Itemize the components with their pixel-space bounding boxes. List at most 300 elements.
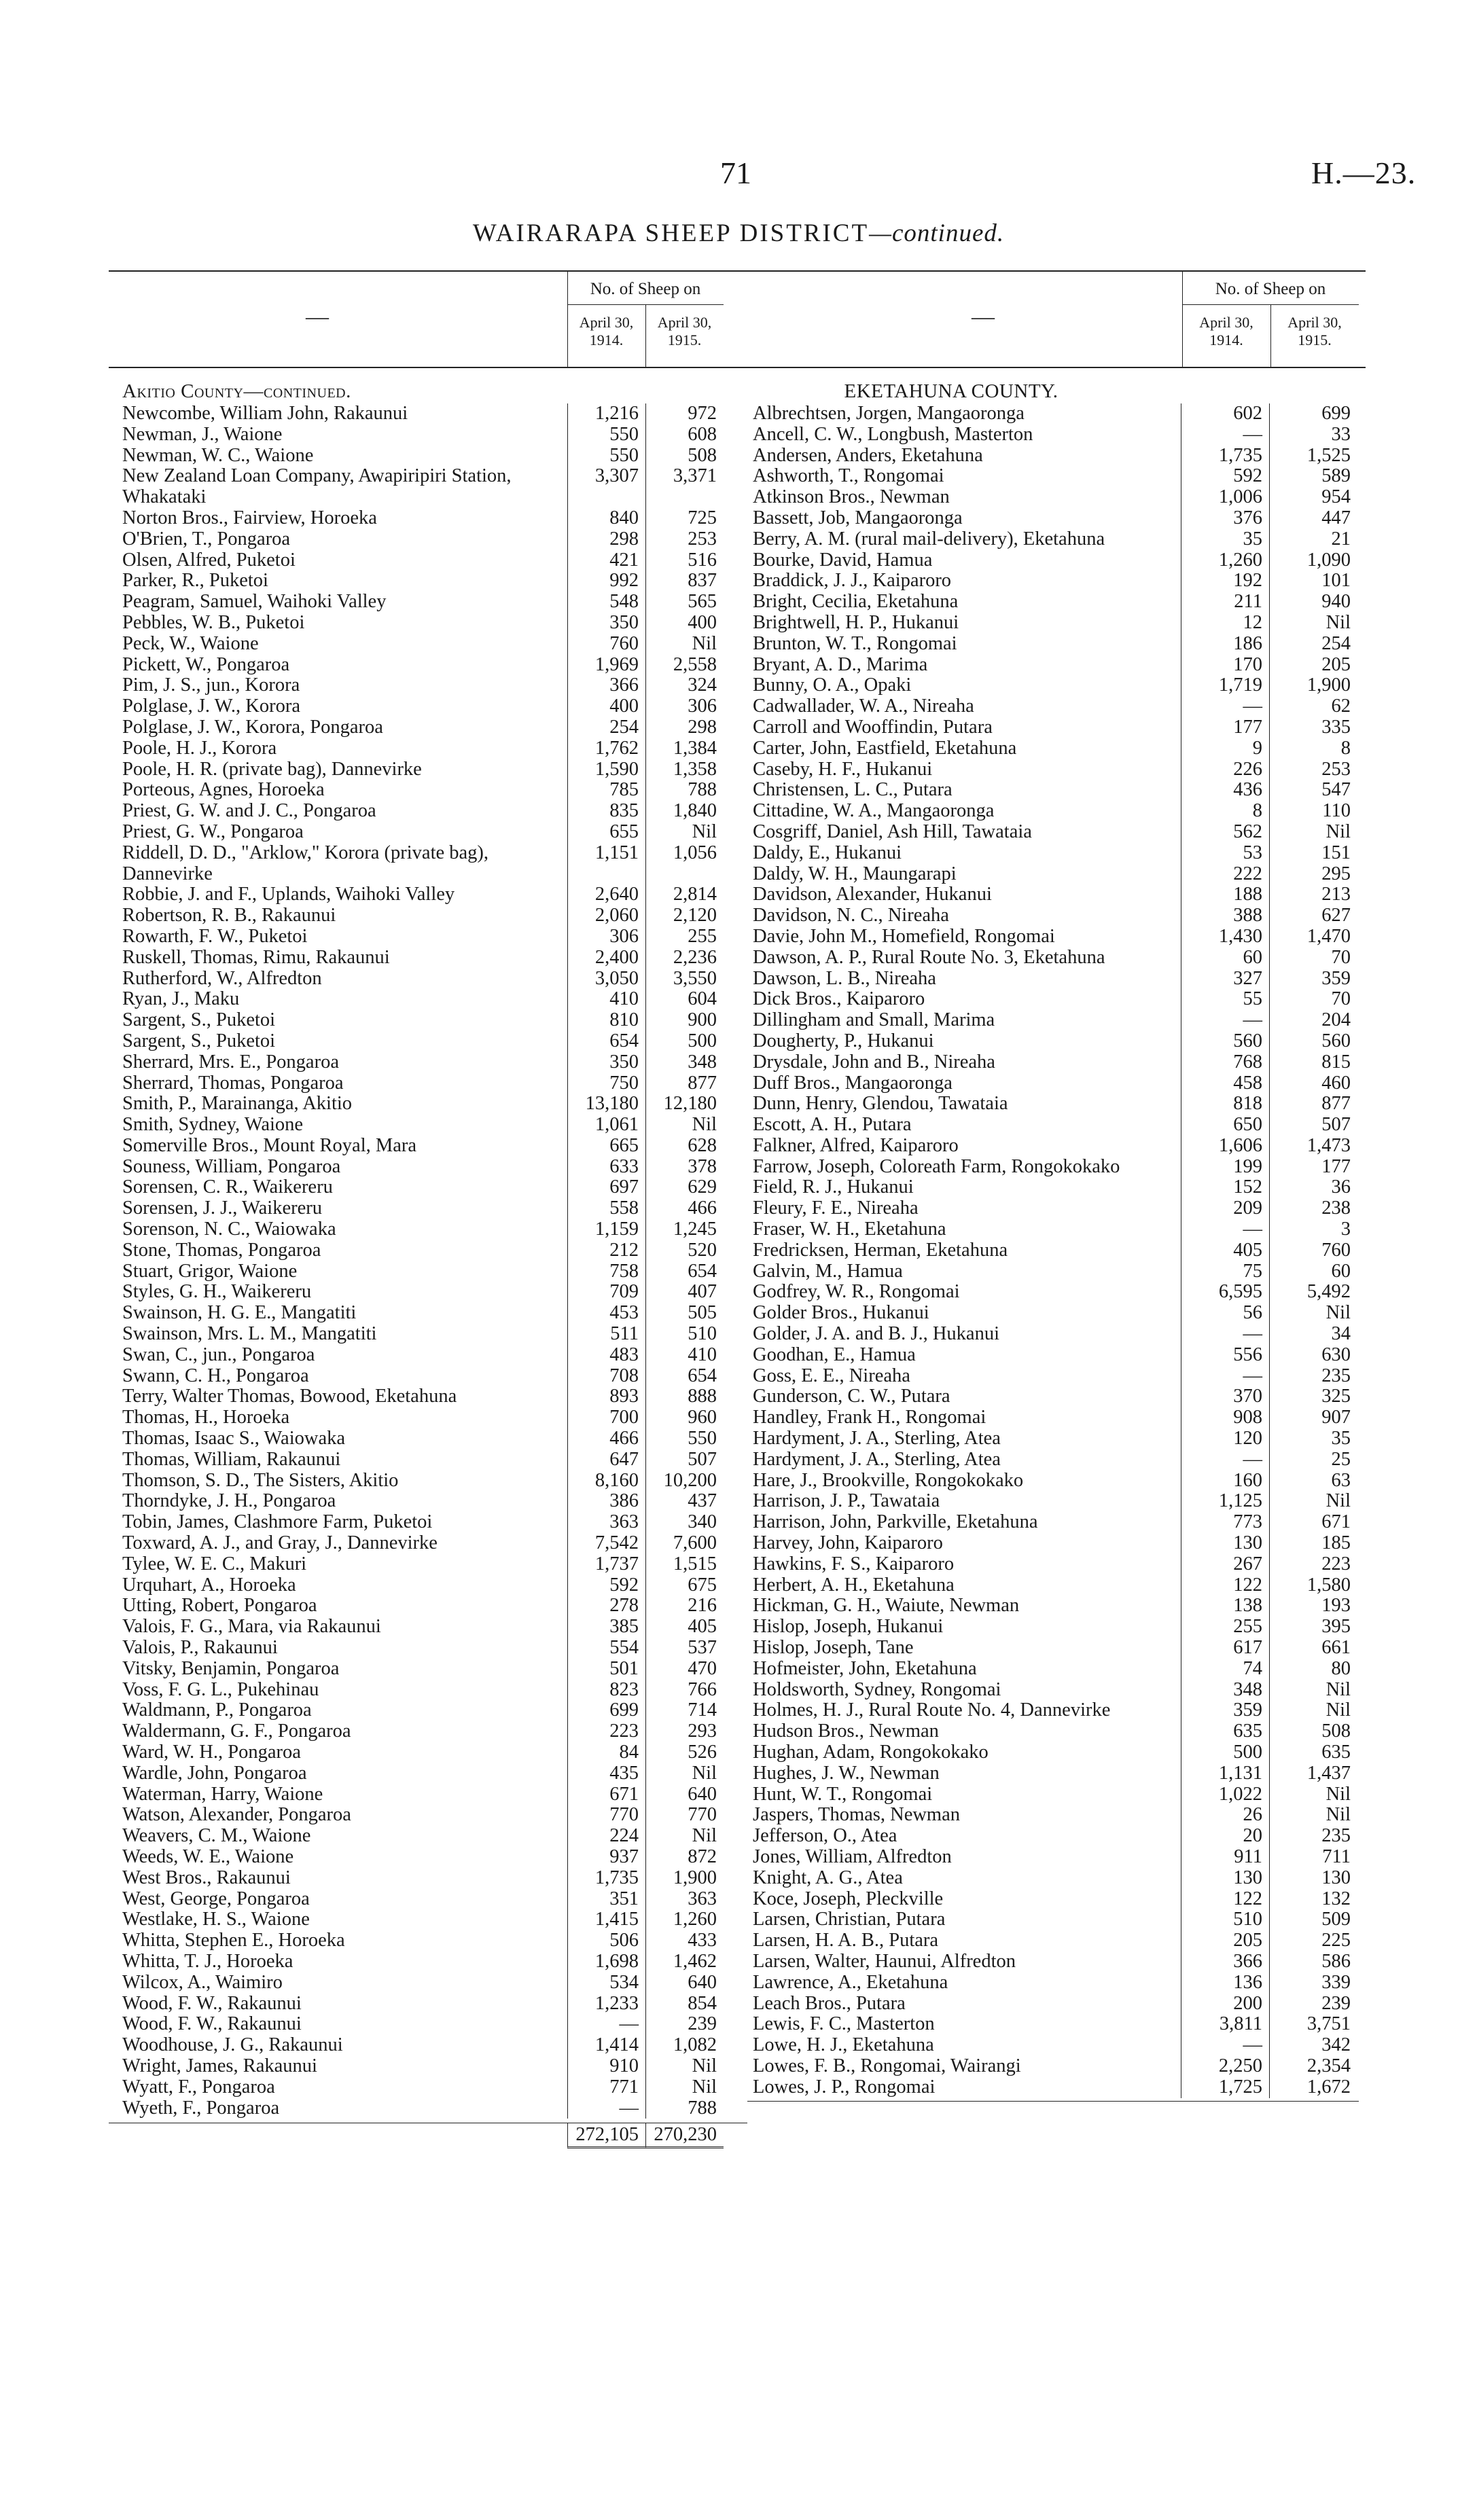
table-row: [747, 780, 1366, 801]
sheep-1915: 2,354: [1269, 2056, 1357, 2077]
holder-name: Weavers, C. M., Waione: [122, 1826, 311, 1847]
holder-name: Golder Bros., Hukanui: [753, 1303, 929, 1324]
holder-name: Harrison, J. P., Tawataia: [753, 1491, 940, 1512]
table-row: [109, 1324, 747, 1345]
holder-name: Waterman, Harry, Waione: [122, 1784, 323, 1805]
sheep-1915: 3,751: [1269, 2014, 1357, 2035]
holder-name: Lewis, F. C., Masterton: [753, 2014, 935, 2035]
table-row: [109, 1303, 747, 1324]
sheep-1914: —: [567, 2014, 645, 2035]
sheep-1915: 253: [1269, 759, 1357, 780]
title-suffix: —continued.: [869, 219, 1005, 247]
sheep-1914: 224: [567, 1826, 645, 1847]
holder-name: Wright, James, Rakaunui: [122, 2055, 317, 2076]
sheep-1914: 3,050: [567, 969, 645, 990]
table-row: [109, 403, 747, 425]
sheep-1915: 1,900: [645, 1868, 724, 1889]
table-row: [109, 466, 747, 508]
sheep-1914: 8: [1181, 801, 1269, 822]
holder-name: Souness, William, Pongaroa: [122, 1156, 341, 1177]
table-row: [747, 1826, 1366, 1847]
sheep-1915: 225: [1269, 1930, 1357, 1951]
sheep-1914: 366: [567, 675, 645, 696]
table-row: [109, 1491, 747, 1512]
sheep-1915: 711: [1269, 1847, 1357, 1868]
holder-name: Cosgriff, Daniel, Ash Hill, Tawataia: [753, 821, 1032, 842]
sheep-1915: 447: [1269, 508, 1357, 529]
sheep-1915: 766: [645, 1680, 724, 1701]
holder-name: Waldermann, G. F., Pongaroa: [122, 1721, 351, 1742]
sheep-1915: 972: [645, 403, 724, 425]
sheep-1915: Nil: [1269, 1491, 1357, 1512]
sheep-1914: 823: [567, 1680, 645, 1701]
sheep-1915: 627: [1269, 905, 1357, 926]
sheep-1915: 239: [1269, 1994, 1357, 2015]
sheep-1914: 510: [1181, 1909, 1269, 1930]
holder-name: Robbie, J. and F., Uplands, Waihoki Valley: [122, 884, 455, 905]
holder-name: Watson, Alexander, Pongaroa: [122, 1805, 351, 1826]
sheep-1914: 554: [567, 1638, 645, 1659]
holder-name: Swainson, Mrs. L. M., Mangatiti: [122, 1324, 377, 1345]
table-row: [109, 1157, 747, 1178]
table-row: [109, 1847, 747, 1868]
sheep-1915: 216: [645, 1596, 724, 1617]
sheep-1914: 785: [567, 780, 645, 801]
sheep-1914: 1,415: [567, 1909, 645, 1930]
table-row: [109, 1575, 747, 1596]
total-1915: 270,230: [645, 2123, 724, 2148]
sheep-1914: 7,542: [567, 1533, 645, 1554]
sheep-1914: 1,430: [1181, 926, 1269, 948]
sheep-1915: 339: [1269, 1973, 1357, 1994]
sheep-1915: 239: [645, 2014, 724, 2035]
table-row: [109, 550, 747, 571]
holder-name: Toxward, A. J., and Gray, J., Dannevirke: [122, 1533, 438, 1554]
holder-name: Riddell, D. D., "Arklow," Korora (private bag), Dannevirke: [122, 842, 489, 884]
sheep-1914: 2,400: [567, 948, 645, 969]
sheep-1915: 560: [1269, 1031, 1357, 1052]
table-row: [109, 1282, 747, 1303]
sheep-1914: 1,216: [567, 403, 645, 425]
holder-name: Tobin, James, Clashmore Farm, Puketoi: [122, 1512, 433, 1533]
sheep-1914: 350: [567, 1052, 645, 1073]
sheep-1915: 550: [645, 1428, 724, 1450]
holder-name: Norton Bros., Fairview, Horoeka: [122, 507, 377, 528]
sheep-1914: 74: [1181, 1659, 1269, 1680]
sheep-1914: 212: [567, 1240, 645, 1261]
holder-name: Hughan, Adam, Rongokokako: [753, 1742, 989, 1763]
table-row: [109, 1951, 747, 1973]
sheep-1915: 460: [1269, 1073, 1357, 1094]
sheep-1914: 1,725: [1181, 2077, 1269, 2098]
page-number: 71: [720, 156, 751, 190]
table-row: [747, 508, 1366, 529]
holder-name: Gunderson, C. W., Putara: [753, 1386, 950, 1407]
holder-name: O'Brien, T., Pongaroa: [122, 528, 291, 550]
sheep-1915: 1,900: [1269, 675, 1357, 696]
table-row: [747, 1031, 1366, 1052]
sheep-1914: 818: [1181, 1094, 1269, 1115]
sheep-1914: 13,180: [567, 1094, 645, 1115]
year-1914-label: April 30, 1914.: [579, 314, 634, 348]
holder-name: Thomas, William, Rakaunui: [122, 1449, 341, 1470]
holder-name: Hare, J., Brookville, Rongokokako: [753, 1470, 1024, 1491]
sheep-1914: 1,006: [1181, 487, 1269, 508]
holder-name: Sorenson, N. C., Waiowaka: [122, 1219, 336, 1240]
table-row: [747, 905, 1366, 926]
table-row: [109, 1136, 747, 1157]
holder-name: Bright, Cecilia, Eketahuna: [753, 592, 959, 613]
sheep-1915: 960: [645, 1407, 724, 1428]
table-row: [747, 2056, 1366, 2077]
sheep-1914: 421: [567, 550, 645, 571]
sheep-1915: 725: [645, 508, 724, 529]
holder-name: Cittadine, W. A., Mangaoronga: [753, 801, 995, 822]
table-row: [109, 425, 747, 446]
holder-name: Hawkins, F. S., Kaiparoro: [753, 1553, 955, 1574]
sheep-1915: 507: [1269, 1115, 1357, 1136]
table-row: [109, 926, 747, 948]
holder-name: Newcombe, William John, Rakaunui: [122, 403, 408, 424]
sheep-1915: 238: [1269, 1198, 1357, 1219]
holder-name: Smith, Sydney, Waione: [122, 1115, 304, 1136]
sheep-1914: 405: [1181, 1240, 1269, 1261]
sheep-1915: 204: [1269, 1010, 1357, 1031]
sheep-1914: 410: [567, 989, 645, 1010]
table-row: [109, 759, 747, 780]
sheep-1915: 2,120: [645, 905, 724, 926]
sheep-1915: 635: [1269, 1742, 1357, 1763]
table-row: [109, 1826, 747, 1847]
sheep-1915: 954: [1269, 487, 1357, 508]
table-row: [747, 1994, 1366, 2015]
sheep-1915: 60: [1269, 1261, 1357, 1282]
table-row: [747, 1930, 1366, 1951]
sheep-1915: 509: [1269, 1909, 1357, 1930]
holder-name: Hislop, Joseph, Tane: [753, 1638, 914, 1659]
sheep-1914: 12: [1181, 613, 1269, 634]
table-row: [747, 466, 1366, 487]
holder-name: Sorensen, J. J., Waikereru: [122, 1198, 322, 1219]
table-row: [109, 1261, 747, 1282]
holder-name: Harvey, John, Kaiparoro: [753, 1533, 943, 1554]
holder-name: Bryant, A. D., Marima: [753, 654, 928, 675]
holder-name: Thomas, H., Horoeka: [122, 1407, 290, 1428]
holder-name: Stuart, Grigor, Waione: [122, 1261, 298, 1282]
table-row: [109, 738, 747, 759]
table-row: [109, 1973, 747, 1994]
table-row: [109, 1868, 747, 1889]
table-row: [747, 1136, 1366, 1157]
sheep-1915: 526: [645, 1742, 724, 1763]
sheep-1915: 325: [1269, 1386, 1357, 1407]
sheep-1914: 697: [567, 1177, 645, 1198]
holder-name: Drysdale, John and B., Nireaha: [753, 1051, 995, 1073]
table-row: [109, 1428, 747, 1450]
holder-name: Priest, G. W., Pongaroa: [122, 821, 304, 842]
sheep-1915: 363: [645, 1889, 724, 1910]
table-row: [747, 717, 1366, 738]
sheep-1914: 937: [567, 1847, 645, 1868]
sheep-1914: 6,595: [1181, 1282, 1269, 1303]
holder-name: Pebbles, W. B., Puketoi: [122, 612, 305, 633]
holder-name: Wardle, John, Pongaroa: [122, 1763, 307, 1784]
sheep-1914: 1,762: [567, 738, 645, 759]
left-table-header: [109, 270, 747, 368]
holder-name: Lowes, F. B., Rongomai, Wairangi: [753, 2055, 1021, 2076]
holder-name: Falkner, Alfred, Kaiparoro: [753, 1135, 959, 1156]
holder-name: Larsen, H. A. B., Putara: [753, 1930, 939, 1951]
sheep-1914: 1,414: [567, 2035, 645, 2056]
holder-name: Parker, R., Puketoi: [122, 571, 268, 592]
table-row: [109, 905, 747, 926]
sheep-1915: 1,473: [1269, 1136, 1357, 1157]
sheep-1914: 8,160: [567, 1471, 645, 1492]
holder-name: Harrison, John, Parkville, Eketahuna: [753, 1512, 1038, 1533]
sheep-1914: 1,735: [1181, 446, 1269, 467]
holder-name: Priest, G. W. and J. C., Pongaroa: [122, 801, 376, 822]
sheep-1915: Nil: [1269, 613, 1357, 634]
sheep-1915: 254: [1269, 634, 1357, 655]
sheep-1915: Nil: [1269, 1303, 1357, 1324]
table-row: [109, 989, 747, 1010]
page-title: [0, 219, 1477, 248]
sheep-1914: —: [1181, 696, 1269, 717]
table-row: [747, 550, 1366, 571]
year-1915-label: April 30, 1915.: [1287, 314, 1342, 348]
sheep-1915: Nil: [645, 1826, 724, 1847]
sheep-1914: 550: [567, 425, 645, 446]
table-row: [109, 1198, 747, 1219]
sheep-1915: 223: [1269, 1554, 1357, 1575]
sheep-1914: —: [1181, 2035, 1269, 2056]
sheep-1914: 400: [567, 696, 645, 717]
sheep-1915: 130: [1269, 1868, 1357, 1889]
sheep-1915: 253: [645, 529, 724, 550]
sheep-1914: 592: [567, 1575, 645, 1596]
sheep-1915: 520: [645, 1240, 724, 1261]
sheep-1914: 1,737: [567, 1554, 645, 1575]
table-row: [747, 1115, 1366, 1136]
sheep-1914: 351: [567, 1889, 645, 1910]
sheep-1915: 907: [1269, 1407, 1357, 1428]
sheep-1914: 708: [567, 1366, 645, 1387]
sheep-1914: 359: [1181, 1700, 1269, 1721]
sheep-1914: 306: [567, 926, 645, 948]
table-row: [747, 1596, 1366, 1617]
sheep-1914: 2,250: [1181, 2056, 1269, 2077]
sheep-1915: 1,672: [1269, 2077, 1357, 2098]
holder-name: Sargent, S., Puketoi: [122, 1010, 276, 1031]
sheep-1914: 3,307: [567, 466, 645, 508]
sheep-1915: 760: [1269, 1240, 1357, 1261]
holder-name: Jaspers, Thomas, Newman: [753, 1805, 960, 1826]
table-row: [747, 1177, 1366, 1198]
holder-name: Lawrence, A., Eketahuna: [753, 1972, 948, 1993]
holder-name: Hudson Bros., Newman: [753, 1721, 939, 1742]
table-row: [747, 1680, 1366, 1701]
table-row: [109, 2077, 747, 2098]
sheep-1915: 877: [645, 1073, 724, 1094]
sheep-1915: 940: [1269, 592, 1357, 613]
sheep-1915: 400: [645, 613, 724, 634]
sheep-1914: 152: [1181, 1177, 1269, 1198]
sheep-1914: 1,606: [1181, 1136, 1269, 1157]
holder-name: Davie, John M., Homefield, Rongomai: [753, 926, 1055, 947]
table-row: [747, 822, 1366, 843]
table-row: [747, 571, 1366, 592]
sheep-1914: 84: [567, 1742, 645, 1763]
table-row: [747, 1386, 1366, 1407]
holder-name: Thorndyke, J. H., Pongaroa: [122, 1491, 336, 1512]
sheep-1914: 592: [1181, 466, 1269, 487]
holder-name: Whitta, Stephen E., Horoeka: [122, 1930, 345, 1951]
table-row: [109, 1617, 747, 1638]
holder-name: Dougherty, P., Hukanui: [753, 1030, 934, 1051]
table-row: [747, 1491, 1366, 1512]
table-row: [747, 1052, 1366, 1073]
sheep-1914: 120: [1181, 1428, 1269, 1450]
section-heading-akitio: Akitio County—continued.: [122, 380, 351, 402]
sheep-1915: 5,492: [1269, 1282, 1357, 1303]
table-row: [109, 1596, 747, 1617]
table-row: [109, 1010, 747, 1031]
sheep-1914: 55: [1181, 989, 1269, 1010]
sheep-1914: —: [567, 2098, 645, 2119]
sheep-1915: 293: [645, 1721, 724, 1742]
sheep-1914: 160: [1181, 1471, 1269, 1492]
sheep-1915: Nil: [1269, 1680, 1357, 1701]
holder-name: Robertson, R. B., Rakaunui: [122, 905, 336, 926]
sheep-1914: 177: [1181, 717, 1269, 738]
sheep-1914: 840: [567, 508, 645, 529]
sheep-1915: 877: [1269, 1094, 1357, 1115]
table-row: [109, 717, 747, 738]
holder-name: Brightwell, H. P., Hukanui: [753, 612, 959, 633]
holder-name: Woodhouse, J. G., Rakaunui: [122, 2035, 343, 2056]
sheep-1915: 629: [645, 1177, 724, 1198]
sheep-1915: 604: [645, 989, 724, 1010]
table-row: [747, 843, 1366, 864]
holder-name: Sherrard, Mrs. E., Pongaroa: [122, 1051, 339, 1073]
table-row: [109, 801, 747, 822]
table-row: [109, 1094, 747, 1115]
holder-name: Daldy, W. H., Maungarapi: [753, 863, 957, 884]
table-row: [747, 1533, 1366, 1554]
sheep-1914: 635: [1181, 1721, 1269, 1742]
sheep-1915: 671: [1269, 1512, 1357, 1533]
sheep-1915: 359: [1269, 969, 1357, 990]
sheep-1914: 1,151: [567, 843, 645, 885]
table-row: [747, 1617, 1366, 1638]
table-row: [109, 508, 747, 529]
sheep-1914: 511: [567, 1324, 645, 1345]
sheep-1915: 378: [645, 1157, 724, 1178]
table-row: [747, 864, 1366, 885]
table-row: [747, 425, 1366, 446]
table-row: [747, 1450, 1366, 1471]
sheep-1915: 640: [645, 1784, 724, 1805]
table-row: [109, 1386, 747, 1407]
right-table-header: [747, 270, 1366, 368]
table-row: [109, 1052, 747, 1073]
sheep-1914: 1,022: [1181, 1784, 1269, 1805]
table-row: [109, 948, 747, 969]
holder-name: Hislop, Joseph, Hukanui: [753, 1617, 944, 1638]
sheep-1915: 151: [1269, 843, 1357, 864]
sheep-1914: 654: [567, 1031, 645, 1052]
sheep-1915: 177: [1269, 1157, 1357, 1178]
sheep-1915: 295: [1269, 864, 1357, 885]
holder-name: Dillingham and Small, Marima: [753, 1010, 995, 1031]
holder-name: Jones, William, Alfredton: [753, 1846, 952, 1867]
sheep-1914: 267: [1181, 1554, 1269, 1575]
sheep-1915: 340: [645, 1512, 724, 1533]
sheep-1915: 628: [645, 1136, 724, 1157]
sheep-1914: 770: [567, 1805, 645, 1826]
table-row: [109, 1994, 747, 2015]
sheep-1914: 1,698: [567, 1951, 645, 1973]
sheep-1914: 35: [1181, 529, 1269, 550]
table-row: [747, 969, 1366, 990]
sheep-1915: 1,090: [1269, 550, 1357, 571]
holder-name: Field, R. J., Hukanui: [753, 1177, 914, 1198]
sheep-1914: 205: [1181, 1930, 1269, 1951]
sheep-1914: 709: [567, 1282, 645, 1303]
sheep-1915: Nil: [1269, 1700, 1357, 1721]
sheep-1914: 771: [567, 2077, 645, 2098]
table-row: [747, 1073, 1366, 1094]
table-row: [747, 1094, 1366, 1115]
holder-name: Polglase, J. W., Korora, Pongaroa: [122, 717, 383, 738]
holder-name: Vitsky, Benjamin, Pongaroa: [122, 1658, 340, 1679]
sheep-1914: 211: [1181, 592, 1269, 613]
sheep-1914: 122: [1181, 1889, 1269, 1910]
sheep-1915: 640: [645, 1973, 724, 1994]
table-row: [109, 592, 747, 613]
sheep-1915: 547: [1269, 780, 1357, 801]
sheep-1915: Nil: [645, 2077, 724, 2098]
holder-name: Ward, W. H., Pongaroa: [122, 1742, 301, 1763]
table-row: [747, 1889, 1366, 1910]
title-text: WAIRARAPA SHEEP DISTRICT: [472, 219, 870, 247]
holder-name: Stone, Thomas, Pongaroa: [122, 1240, 321, 1261]
sheep-1914: 56: [1181, 1303, 1269, 1324]
sheep-1915: 507: [645, 1450, 724, 1471]
sheep-1915: 34: [1269, 1324, 1357, 1345]
sheep-1915: Nil: [1269, 1784, 1357, 1805]
table-row: [747, 613, 1366, 634]
table-row: [109, 1219, 747, 1240]
sheep-1915: 586: [1269, 1951, 1357, 1973]
holder-name: Bunny, O. A., Opaki: [753, 675, 912, 696]
sheep-1915: 437: [645, 1491, 724, 1512]
holder-name: Tylee, W. E. C., Makuri: [122, 1553, 307, 1574]
section-heading-eketahuna: EKETAHUNA COUNTY.: [844, 380, 1058, 402]
table-row: [109, 1742, 747, 1763]
sheep-1915: 1,470: [1269, 926, 1357, 948]
sheep-1914: 558: [567, 1198, 645, 1219]
table-row: [747, 738, 1366, 759]
sheep-count-label: No. of Sheep on: [590, 280, 701, 298]
table-row: [109, 2098, 747, 2119]
sheep-1915: 185: [1269, 1533, 1357, 1554]
sheep-1914: 376: [1181, 508, 1269, 529]
sheep-1915: 63: [1269, 1471, 1357, 1492]
sheep-1915: 1,515: [645, 1554, 724, 1575]
sheep-1915: 8: [1269, 738, 1357, 759]
table-row: [109, 675, 747, 696]
